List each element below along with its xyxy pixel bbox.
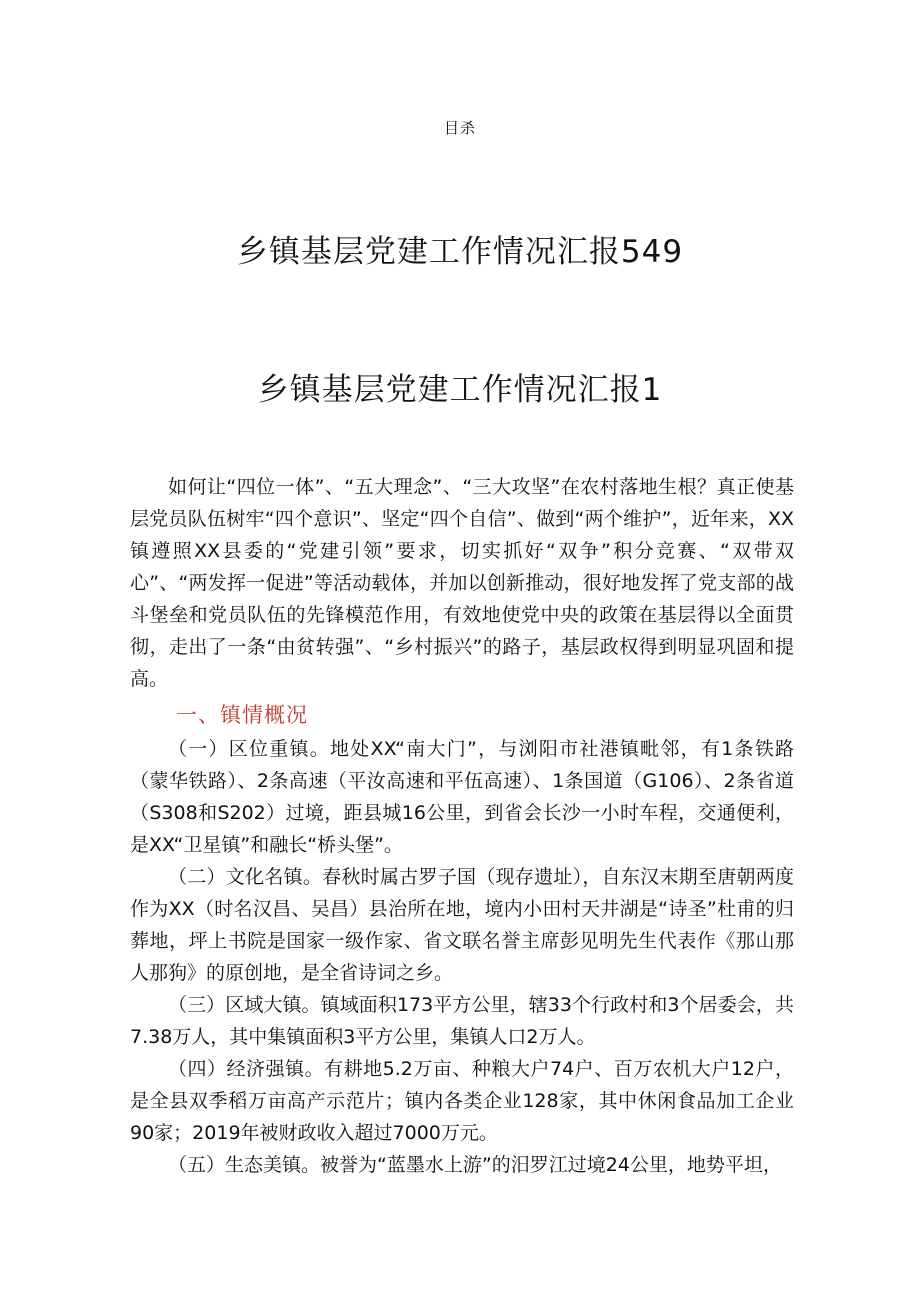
intro-block — [130, 471, 794, 695]
overview-item-culture: （二）文化名镇。春秋时属古罗子国（现存遗址），自东汉末期至唐朝两度作为XX（时名汉昌、吴昌）县治所在地，境内小田村天井湖是“诗圣”杜甫的归葬地，坪上书院是国家一级作家、省文联名誉主席彭见明先生代表作《那山那人那狗》的原创地，是全省诗词之乡。 — [130, 866, 794, 984]
overview-items — [130, 733, 794, 1181]
section-title: 乡镇基层党建工作情况汇报1 — [257, 371, 663, 408]
intro-paragraph: 如何让“四位一体”、“五大理念”、“三大攻坚”在农村落地生根？真正使基层党员队伍树牢“四个意识”、坚定“四个自信”、做到“两个维护”，近年来，XX镇遵照XX县委的“党建引领”要求，切实抓好“双争”积分竞赛、“双带双心”、“两发挥一促进”等活动载体，并加以创新推动，很好地发挥了党支部的战斗堡垒和党员队伍的先锋模范作用，有效地使党中央的政策在基层得以全面贯彻，走出了一条“由贫转强”、“乡村振兴”的路子，基层政权得到明显巩固和提高。 — [130, 476, 794, 690]
overview-item-economy: （四）经济强镇。有耕地5.2万亩、种粮大户74户、百万农机大户12户，是全县双季稻万亩高产示范片；镇内各类企业128家，其中休闲食品加工企业90家；2019年被财政收入超过7000万元。 — [130, 1058, 794, 1144]
toc-label: 目杀 — [443, 119, 476, 137]
overview-item-location: （一）区位重镇。地处XX“南大门”，与浏阳市社港镇毗邻，有1条铁路（蒙华铁路）、2条高速（平汝高速和平伍高速）、1条国道（G106）、2条省道（S308和S202）过境，距县城16公里，到省会长沙一小时车程，交通便利，是XX“卫星镇”和融长“桥头堡”。 — [130, 738, 794, 856]
section-heading: 一、镇情概况 — [176, 703, 308, 727]
overview-item-region: （三）区域大镇。镇域面积173平方公里，辖33个行政村和3个居委会，共7.38万人，其中集镇面积3平方公里，集镇人口2万人。 — [130, 994, 794, 1048]
overview-item-ecology: （五）生态美镇。被誉为“蓝墨水上游”的汨罗江过境24公里，地势平坦， — [168, 1154, 782, 1176]
document-title: 乡镇基层党建工作情况汇报549 — [236, 233, 684, 270]
